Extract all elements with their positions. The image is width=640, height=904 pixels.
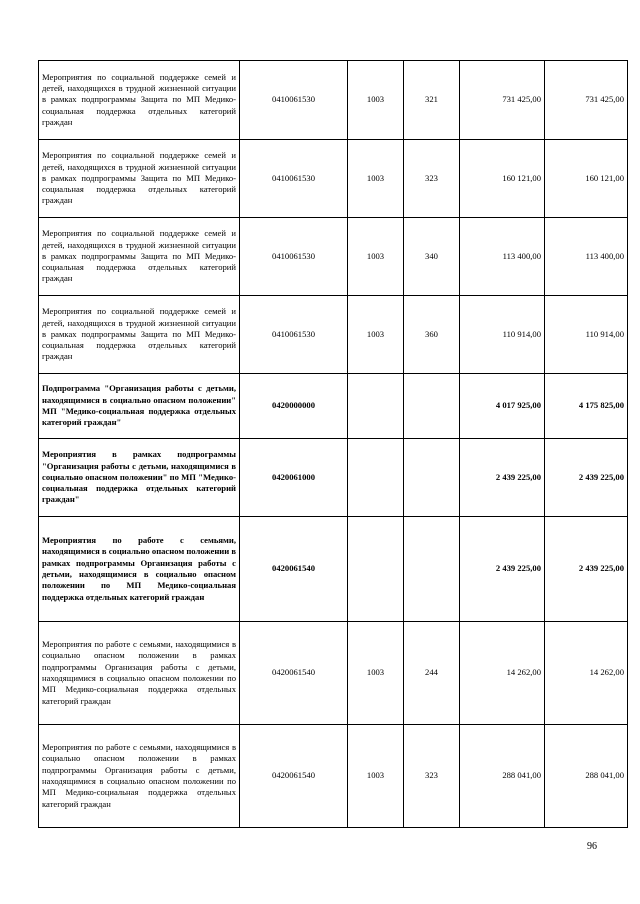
budget-table (38, 60, 628, 828)
row-section-code (348, 439, 404, 517)
row-amount-2: 110 914,00 (545, 296, 628, 374)
row-description: Мероприятия по социальной поддержке семей и детей, находящихся в трудной жизненной ситуации в рамках подпрограммы Защита по МП Медико-социальная поддержка отдельных категорий граждан (39, 140, 240, 218)
row-target-code: 0420061540 (240, 517, 348, 622)
row-target-code: 0420061540 (240, 622, 348, 725)
row-expense-type (404, 517, 460, 622)
row-target-code: 0410061530 (240, 296, 348, 374)
row-section-code: 1003 (348, 725, 404, 828)
row-section-code (348, 517, 404, 622)
row-amount-2: 113 400,00 (545, 218, 628, 296)
row-target-code: 0410061530 (240, 140, 348, 218)
row-target-code: 0420061000 (240, 439, 348, 517)
row-amount-1: 2 439 225,00 (460, 439, 545, 517)
row-description: Мероприятия по работе с семьями, находящимися в социально опасном положении в рамках подпрограммы Организация работы с детьми, находящимися в социально опасном положении по МП Медико-социальная поддержка отдельных категорий граждан (39, 622, 240, 725)
row-amount-1: 731 425,00 (460, 61, 545, 140)
row-expense-type (404, 439, 460, 517)
row-amount-1: 288 041,00 (460, 725, 545, 828)
row-amount-1: 2 439 225,00 (460, 517, 545, 622)
row-target-code: 0410061530 (240, 61, 348, 140)
row-amount-1: 110 914,00 (460, 296, 545, 374)
row-expense-type: 323 (404, 725, 460, 828)
row-amount-1: 160 121,00 (460, 140, 545, 218)
table-row (39, 374, 628, 439)
row-amount-2: 2 439 225,00 (545, 439, 628, 517)
table-row (39, 140, 628, 218)
row-amount-1: 113 400,00 (460, 218, 545, 296)
row-section-code (348, 374, 404, 439)
table-row (39, 296, 628, 374)
row-expense-type: 321 (404, 61, 460, 140)
row-section-code: 1003 (348, 140, 404, 218)
row-description: Мероприятия по социальной поддержке семей и детей, находящихся в трудной жизненной ситуации в рамках подпрограммы Защита по МП Медико-социальная поддержка отдельных категорий граждан (39, 296, 240, 374)
row-amount-2: 731 425,00 (545, 61, 628, 140)
row-expense-type: 340 (404, 218, 460, 296)
table-row (39, 725, 628, 828)
row-amount-2: 2 439 225,00 (545, 517, 628, 622)
row-section-code: 1003 (348, 296, 404, 374)
row-description: Подпрограмма "Организация работы с детьми, находящимися в социально опасном положении" МП "Медико-социальная поддержка отдельных категорий граждан" (39, 374, 240, 439)
row-expense-type: 323 (404, 140, 460, 218)
table-row (39, 622, 628, 725)
row-amount-1: 4 017 925,00 (460, 374, 545, 439)
row-expense-type: 244 (404, 622, 460, 725)
row-amount-2: 14 262,00 (545, 622, 628, 725)
row-description: Мероприятия по работе с семьями, находящимися в социально опасном положении в рамках подпрограммы Организация работы с детьми, находящимися в социально опасном положении по МП Медико-социальная поддержка отдельных категорий граждан (39, 517, 240, 622)
row-description: Мероприятия по работе с семьями, находящимися в социально опасном положении в рамках подпрограммы Организация работы с детьми, находящимися в социально опасном положении по МП Медико-социальная поддержка отдельных категорий граждан (39, 725, 240, 828)
row-amount-2: 288 041,00 (545, 725, 628, 828)
row-section-code: 1003 (348, 61, 404, 140)
row-section-code: 1003 (348, 622, 404, 725)
row-expense-type (404, 374, 460, 439)
table-row (39, 61, 628, 140)
row-description: Мероприятия по социальной поддержке семей и детей, находящихся в трудной жизненной ситуации в рамках подпрограммы Защита по МП Медико-социальная поддержка отдельных категорий граждан (39, 218, 240, 296)
page-number: 96 (587, 841, 597, 852)
row-target-code: 0420000000 (240, 374, 348, 439)
row-description: Мероприятия в рамках подпрограммы "Организация работы с детьми, находящимися в социально опасном положении" по МП "Медико-социальная поддержка отдельных категорий граждан" (39, 439, 240, 517)
row-section-code: 1003 (348, 218, 404, 296)
row-amount-2: 160 121,00 (545, 140, 628, 218)
row-expense-type: 360 (404, 296, 460, 374)
row-target-code: 0420061540 (240, 725, 348, 828)
table-row (39, 517, 628, 622)
row-amount-2: 4 175 825,00 (545, 374, 628, 439)
table-row (39, 439, 628, 517)
row-target-code: 0410061530 (240, 218, 348, 296)
row-amount-1: 14 262,00 (460, 622, 545, 725)
row-description: Мероприятия по социальной поддержке семей и детей, находящихся в трудной жизненной ситуации в рамках подпрограммы Защита по МП Медико-социальная поддержка отдельных категорий граждан (39, 61, 240, 140)
table-row (39, 218, 628, 296)
